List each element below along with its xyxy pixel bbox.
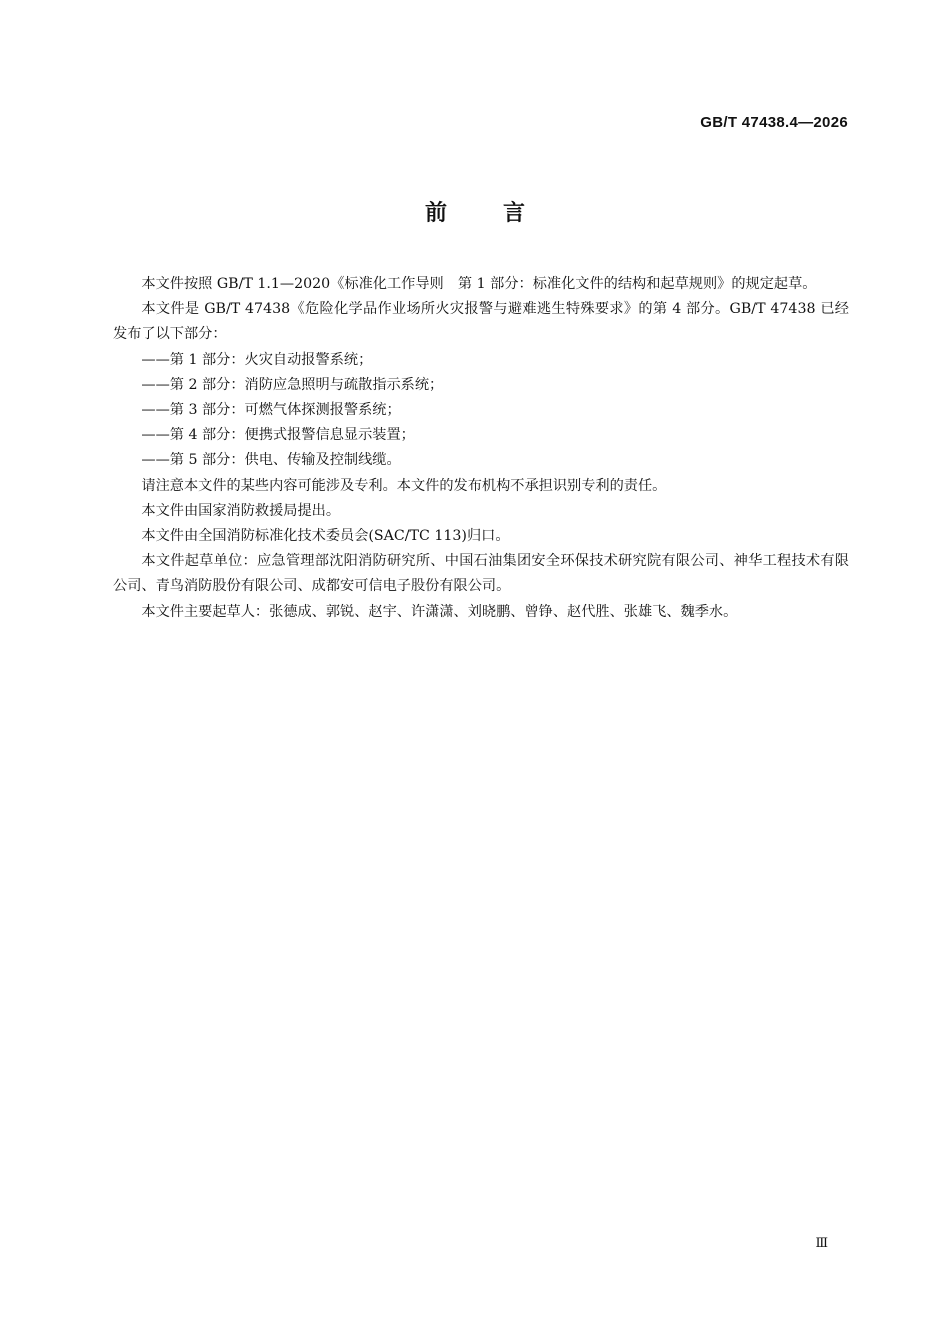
list-item: ——第 1 部分：火灾自动报警系统； [141,351,373,368]
paragraph-drafting-rules: 本文件按照 GB/T 1.1—2020《标准化工作导则 第 1 部分：标准化文件的结构和起草规则》的规定起草。 [141,276,817,292]
page-title [0,196,950,227]
document-body [113,272,849,625]
page-number: Ⅲ [815,1236,828,1251]
list-item: ——第 2 部分：消防应急照明与疏散指示系统； [141,376,444,393]
standard-code: GB/T 47438.4—2026 [700,114,848,131]
paragraph-part-description: 本文件是 GB/T 47438《危险化学品作业场所火灾报警与避难逃生特殊要求》的第 4 部分。GB/T 47438 已经发布了以下部分： [113,301,849,343]
paragraph-under-jurisdiction: 本文件由全国消防标准化技术委员会(SAC/TC 113)归口。 [141,528,510,545]
paragraph-patent-notice: 请注意本文件的某些内容可能涉及专利。本文件的发布机构不承担识别专利的责任。 [141,477,667,494]
title-char-2: 言 [503,201,526,226]
title-char-1: 前 [424,201,447,226]
list-item: ——第 5 部分：供电、传输及控制线缆。 [141,452,401,469]
paragraph-proposed-by: 本文件由国家消防救援局提出。 [141,502,341,519]
paragraph-drafters: 本文件主要起草人：张德成、郭锐、赵宇、许潇潇、刘晓鹏、曾铮、赵代胜、张雄飞、魏季水。 [141,603,738,620]
paragraph-drafting-units: 本文件起草单位：应急管理部沈阳消防研究所、中国石油集团安全环保技术研究院有限公司、神华工程技术有限公司、青鸟消防股份有限公司、成都安可信电子股份有限公司。 [113,553,849,595]
list-item: ——第 4 部分：便携式报警信息显示装置； [141,427,415,444]
list-item: ——第 3 部分：可燃气体探测报警系统； [141,402,401,419]
